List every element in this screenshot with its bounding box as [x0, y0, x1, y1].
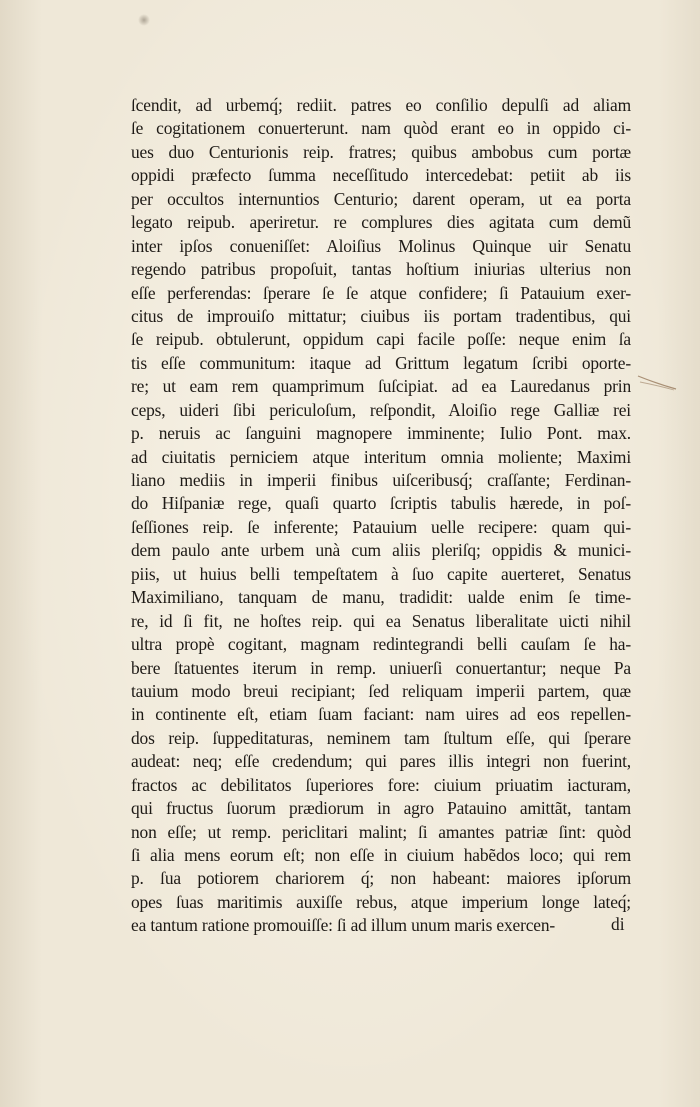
text-line: ſi alia mens eorum eſt; non eſſe in ciuium habẽdos loco; qui rem: [131, 845, 631, 865]
text-line: ſe reipub. obtulerunt, oppidum capi facile poſſe: neque enim ſa: [131, 329, 631, 350]
text-line: eſſe perferendas: ſperare ſe ſe atque confidere; ſi Patauium exer-: [131, 282, 631, 303]
catchword: di: [611, 914, 625, 934]
text-line: fractos ac debilitatos ſuperiores fore: ciuium priuatim iacturam,: [131, 774, 631, 795]
text-line: bere ſtatuentes iterum in remp. uniuerſi conuertantur; neque Pa: [131, 657, 631, 678]
text-line: Maximiliano, tanquam de manu, tradidit: ualde enim ſe time-: [131, 587, 631, 608]
text-line: inter ipſos conueniſſet: Aloiſius Molinus Quinque uir Senatu: [131, 235, 631, 256]
text-line: ues duo Centurionis reip. fratres; quibus ambobus cum portæ: [131, 141, 631, 162]
text-line: ſe cogitationem conuerterunt. nam quòd erant eo in oppido ci-: [131, 118, 631, 139]
text-line: ceps, uideri ſibi periculoſum, reſpondit, Aloiſio rege Galliæ rei: [131, 399, 631, 420]
ink-smudge: [138, 14, 150, 26]
text-line: ſeſſiones reip. ſe inferente; Patauium uelle recipere: quam qui-: [131, 516, 631, 537]
text-line: ſcendit, ad urbemq́; rediit. patres eo conſilio depulſi ad aliam: [131, 95, 631, 115]
text-line: piis, ut huius belli tempeſtatem à ſuo capite auerteret, Senatus: [131, 563, 631, 584]
body-text: [131, 94, 631, 938]
text-line: dos reip. ſuppeditaturas, neminem tam ſtultum eſſe, qui ſperare: [131, 727, 631, 748]
text-line: do Hiſpaniæ rege, quaſi quarto ſcriptis tabulis hærede, in poſ-: [131, 493, 631, 514]
text-line: re; ut eam rem quamprimum ſuſcipiat. ad ea Lauredanus prin: [131, 376, 631, 397]
text-line: audeat: neq; eſſe credendum; qui pares illis integri non fuerint,: [131, 751, 631, 772]
text-line: p. ſua potiorem chariorem q́; non habeant: maiores ipſorum: [131, 868, 631, 889]
text-line: ad ciuitatis perniciem atque interitum omnia moliente; Maximi: [131, 446, 631, 467]
text-line: legato reipub. aperiretur. re complures dies agitata cum demũ: [131, 212, 631, 233]
text-line: tauium modo breui recipiant; ſed reliquam imperii partem, quæ: [131, 680, 631, 701]
text-line: oppidi præfecto ſumma neceſſitudo intercedebat: petiit ab iis: [131, 165, 631, 186]
text-line: opes ſuas maritimis auxiſſe rebus, atque imperium longe lateq́;: [131, 891, 631, 912]
text-line: citus de improuiſo mittatur; ciuibus iis portam tradentibus, qui: [131, 305, 631, 326]
marginal-pointer-mark: [636, 372, 680, 392]
text-line: qui fructus ſuorum prædiorum in agro Patauino amittãt, tantam: [131, 798, 631, 819]
text-line: liano mediis in imperii finibus uiſceribusq́; craſſante; Ferdinan-: [131, 470, 631, 490]
text-line: dem paulo ante urbem unà cum aliis pleriſq; oppidis & munici-: [131, 540, 631, 561]
text-line: in continente eſt, etiam ſuam faciant: nam uires ad eos repellen-: [131, 704, 631, 725]
text-line: re, id ſi fit, ne hoſtes reip. qui ea Senatus liberalitate uicti nihil: [131, 610, 631, 631]
text-line: tis eſſe communitum: itaque ad Grittum legatum ſcribi oporte-: [131, 352, 631, 373]
text-line: non eſſe; ut remp. periclitari malint; ſi amantes patriæ ſint: quòd: [131, 821, 631, 842]
text-line: p. neruis ac ſanguini magnopere imminente; Iulio Pont. max.: [131, 423, 631, 444]
text-line: ultra propè cogitant, magnam redintegrandi belli cauſam ſe ha-: [131, 634, 631, 655]
text-line: regendo patribus propoſuit, tantas hoſtium iniurias ulterius non: [131, 259, 631, 280]
text-line: per occultos internuntios Centurio; darent operam, ut ea porta: [131, 188, 631, 209]
text-line: ea tantum ratione promouiſſe: ſi ad illum unum maris exercen-: [131, 915, 556, 936]
